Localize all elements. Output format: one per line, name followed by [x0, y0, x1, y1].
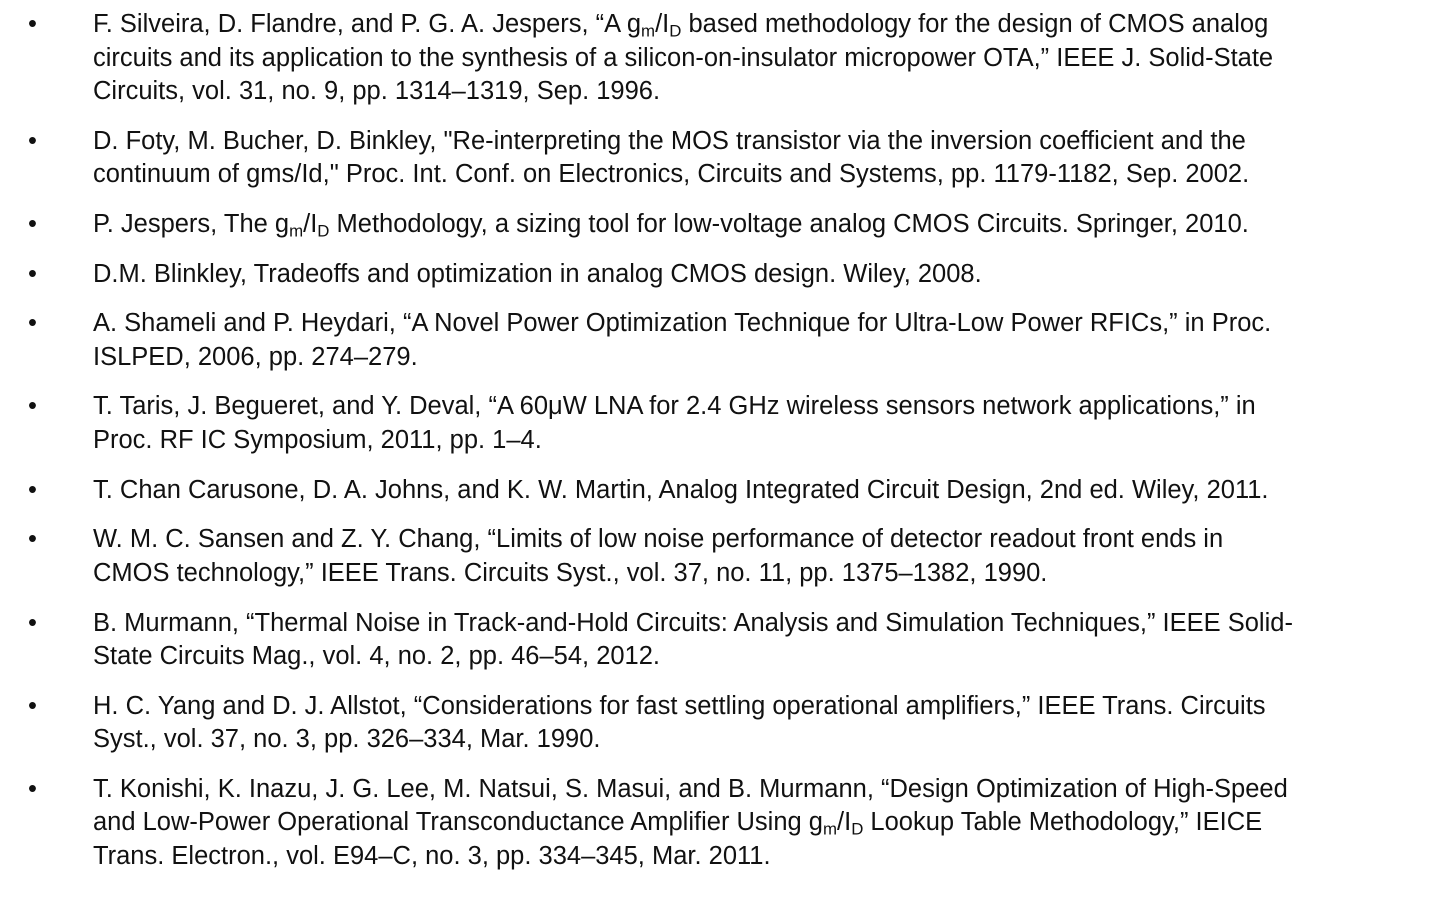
bullet-icon: •	[28, 774, 37, 803]
bullet-icon: •	[28, 608, 37, 637]
reference-item	[28, 523, 1416, 590]
reference-text	[93, 258, 1416, 292]
reference-text-run: B. Murmann, “Thermal Noise in Track-and-Hold Circuits: Analysis and Simulation Techniques,” IEEE Solid- State Circuits Mag., vol. 4, no. 2, pp. 46–54, 2012.	[93, 608, 1293, 670]
reference-text-run: /I	[303, 209, 318, 238]
reference-text-run: P. Jespers, The g	[93, 209, 290, 238]
bullet-icon: •	[28, 525, 37, 554]
bullet-icon: •	[28, 691, 37, 720]
reference-text-run: D. Foty, M. Bucher, D. Binkley, "Re-interpreting the MOS transistor via the inversion coefficient and the continuum of gms/Id," Proc. Int. Conf. on Electronics, Circuits and Systems, pp. 1179-1182, Sep. 2002.	[93, 126, 1250, 189]
bullet-icon: •	[28, 309, 37, 338]
reference-item	[28, 125, 1416, 192]
reference-text-run: T. Chan Carusone, D. A. Johns, and K. W. Martin, Analog Integrated Circuit Design, 2nd ed. Wiley, 2011.	[93, 475, 1269, 504]
reference-text	[93, 208, 1416, 242]
reference-text	[93, 8, 1416, 109]
bullet-icon: •	[28, 392, 37, 421]
reference-item	[28, 607, 1416, 674]
bullet-icon: •	[28, 209, 37, 238]
subscript-text: D	[669, 21, 682, 41]
bullet-icon: •	[28, 259, 37, 288]
bullet-icon: •	[28, 475, 37, 504]
reference-item	[28, 690, 1416, 757]
reference-item	[28, 8, 1416, 109]
reference-text-run: based methodology for the design of CMOS analog circuits and its application to the synthesis of a silicon-on-insulator micropower OTA,” IEEE J. Solid-State Circuits, vol. 31, no. 9, pp. 1314–1319, Sep. 1996.	[93, 10, 1274, 105]
reference-text-run: A. Shameli and P. Heydari, “A Novel Power Optimization Technique for Ultra-Low Power RFICs,” in Proc. ISLPED, 2006, pp. 274–279.	[93, 309, 1272, 371]
reference-text-run: Lookup Table Methodology,” IEICE Trans. Electron., vol. E94–C, no. 3, pp. 334–345, Mar. 2011.	[93, 808, 1263, 870]
reference-text	[93, 523, 1416, 590]
bullet-icon: •	[28, 10, 37, 38]
bullet-icon: •	[28, 126, 37, 155]
reference-item	[28, 258, 1416, 292]
reference-text-run: /I	[837, 808, 852, 837]
subscript-text: D	[851, 820, 864, 840]
subscript-text: m	[822, 820, 838, 840]
reference-text	[93, 390, 1416, 457]
reference-item	[28, 773, 1416, 874]
reference-text-run: W. M. C. Sansen and Z. Y. Chang, “Limits of low noise performance of detector readout front ends in CMOS technology,” IEEE Trans. Circuits Syst., vol. 37, no. 11, pp. 1375–1382, 1990.	[93, 525, 1224, 587]
reference-text-run: D.M. Blinkley, Tradeoffs and optimization in analog CMOS design. Wiley, 2008.	[93, 259, 982, 288]
reference-text-run: /I	[655, 10, 670, 38]
reference-text	[93, 474, 1416, 508]
reference-text	[93, 607, 1416, 674]
reference-text-run: T. Taris, J. Begueret, and Y. Deval, “A 60μW LNA for 2.4 GHz wireless sensors network applications,” in Proc. RF IC Symposium, 2011, pp. 1–4.	[93, 392, 1256, 454]
reference-item	[28, 390, 1416, 457]
reference-text-run: Methodology, a sizing tool for low-voltage analog CMOS Circuits. Springer, 2010.	[329, 209, 1249, 238]
reference-text	[93, 773, 1416, 874]
reference-item	[28, 307, 1416, 374]
reference-list	[28, 8, 1416, 873]
subscript-text: m	[289, 221, 304, 241]
reference-text	[93, 690, 1416, 757]
reference-text-run: F. Silveira, D. Flandre, and P. G. A. Jespers, “A g	[93, 10, 642, 38]
subscript-text: m	[641, 21, 656, 41]
reference-item	[28, 474, 1416, 508]
reference-text	[93, 307, 1416, 374]
reference-item	[28, 208, 1416, 242]
subscript-text: D	[317, 221, 330, 241]
reference-text-run: H. C. Yang and D. J. Allstot, “Considerations for fast settling operational amplifiers,” IEEE Trans. Circuits Syst., vol. 37, no. 3, pp. 326–334, Mar. 1990.	[93, 691, 1266, 754]
reference-text	[93, 125, 1416, 192]
reference-text-run: T. Konishi, K. Inazu, J. G. Lee, M. Natsui, S. Masui, and B. Murmann, “Design Optimization of High-Speed and Low-Power Operational Transconductance Amplifier Using g	[93, 774, 1288, 837]
